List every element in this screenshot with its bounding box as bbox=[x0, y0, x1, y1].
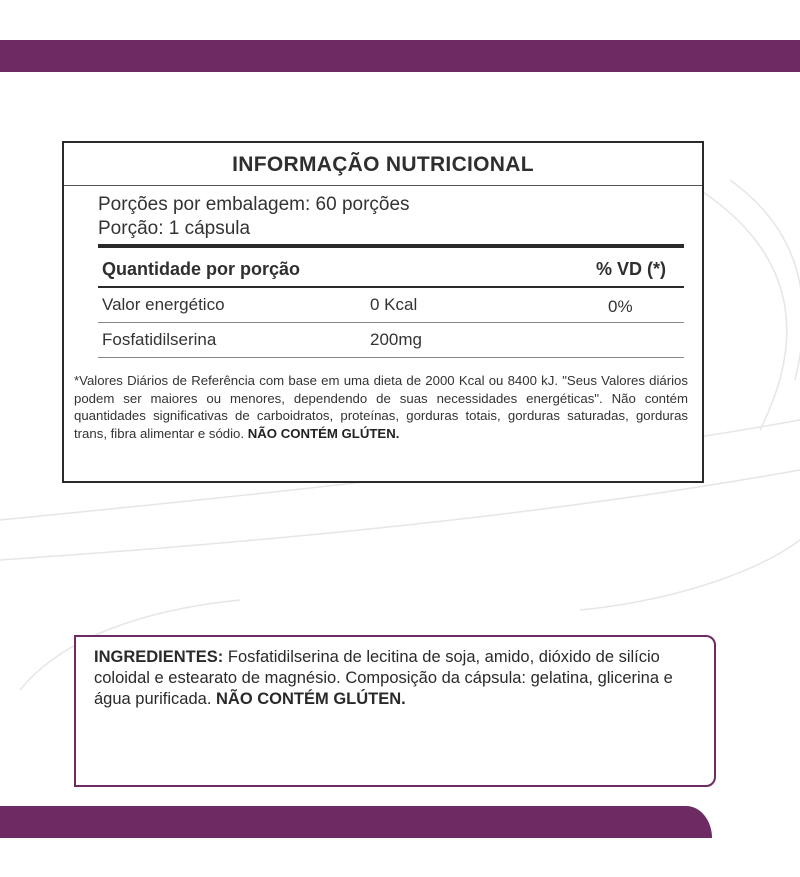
serving-size: Porção: 1 cápsula bbox=[98, 218, 251, 239]
header-daily-value: % VD (*) bbox=[595, 259, 666, 279]
nutrient-name: Fosfatidilserina bbox=[102, 330, 217, 349]
footnote bbox=[64, 358, 702, 442]
bottom-purple-band bbox=[0, 806, 712, 838]
nutrient-name: Valor energético bbox=[102, 295, 225, 314]
ingredients-label: INGREDIENTES: bbox=[94, 648, 224, 666]
gluten-free-notice: NÃO CONTÉM GLÚTEN. bbox=[247, 425, 400, 441]
header-quantity: Quantidade por porção bbox=[102, 259, 301, 279]
ingredients-text bbox=[76, 637, 714, 710]
ingredients-gluten-notice: NÃO CONTÉM GLÚTEN. bbox=[216, 690, 406, 708]
table-header-row bbox=[98, 248, 684, 286]
nutrient-amount: 0 Kcal bbox=[370, 295, 418, 314]
servings-info bbox=[64, 186, 702, 244]
servings-per-package: Porções por embalagem: 60 porções bbox=[98, 194, 410, 215]
table-row bbox=[98, 323, 684, 357]
nutrition-facts-table bbox=[62, 141, 704, 483]
table-row bbox=[98, 288, 684, 322]
nutrient-dv: 0% bbox=[608, 297, 633, 316]
ingredients-box bbox=[74, 635, 716, 787]
footnote-text: *Valores Diários de Referência com base em uma dieta de 2000 Kcal ou 8400 kJ. "Seus Valores diários podem ser maiores ou menores, dependendo de suas necessidades energéticas". Não contém quantidades significativas de carboidratos, proteínas, gorduras totais, gorduras saturadas, gorduras trans, fibra alimentar e sódio. bbox=[74, 373, 688, 441]
nutrition-title: INFORMAÇÃO NUTRICIONAL bbox=[64, 143, 702, 186]
ingredients-list: Fosfatidilserina de lecitina de soja, amido, dióxido de silício coloidal e estearato de magnésio. Composição da cápsula: gelatina, glicerina e água purificada. bbox=[94, 648, 673, 708]
nutrient-amount: 200mg bbox=[370, 330, 422, 349]
